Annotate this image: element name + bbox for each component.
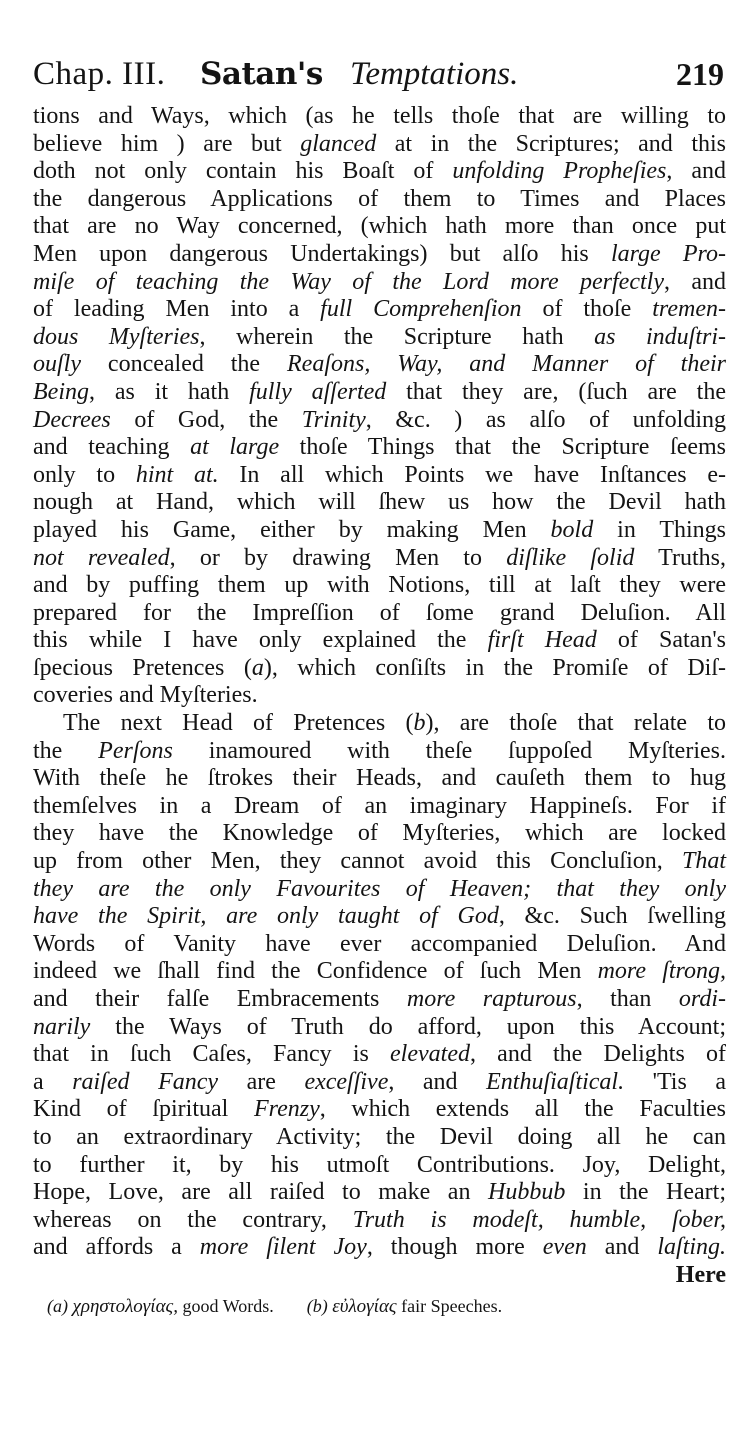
text-line bbox=[33, 820, 726, 848]
italic-text: a bbox=[251, 654, 264, 681]
roman-text: a bbox=[33, 1068, 73, 1095]
roman-text: , though more bbox=[366, 1234, 543, 1261]
roman-text: ſpecious Pretences ( bbox=[33, 654, 252, 681]
text-line bbox=[33, 793, 726, 821]
italic-text: laſting. bbox=[657, 1234, 727, 1261]
roman-text: of Satan's bbox=[596, 627, 726, 654]
text-line bbox=[33, 958, 726, 986]
text-line bbox=[33, 1124, 726, 1152]
text-line bbox=[33, 269, 726, 297]
roman-text: , which extends all the Faculties bbox=[319, 1096, 727, 1123]
text-line bbox=[33, 1152, 726, 1180]
roman-text: and by puffing them up with Notions, till at laſt they were bbox=[33, 572, 726, 599]
catchword bbox=[33, 1262, 726, 1290]
roman-text: the dangerous Applications of them to Times and Places bbox=[33, 185, 726, 212]
roman-text: ), which conſiſts in the Promiſe of Diſ- bbox=[263, 654, 726, 681]
roman-text: thoſe Things that the Scripture ſeems bbox=[279, 434, 727, 461]
roman-text: , and bbox=[663, 268, 726, 295]
roman-text: ), are thoſe that relate to bbox=[425, 710, 727, 737]
italic-text: have the Spirit, are only taught of God bbox=[33, 903, 499, 930]
text-line bbox=[33, 1234, 726, 1262]
text-line bbox=[33, 186, 726, 214]
italic-text: Truth is modeſt, humble, ſober, bbox=[352, 1206, 727, 1233]
italic-text: Reaſons, Way, and Manner of their bbox=[287, 351, 726, 378]
roman-text: In all which Points we have Inſtances e- bbox=[218, 461, 726, 488]
roman-text: With theſe he ſtrokes their Heads, and cauſeth them to hug bbox=[33, 765, 726, 792]
italic-text: Being bbox=[33, 378, 89, 405]
footnote-a-greek: χρηστολογίας, bbox=[72, 1296, 179, 1317]
footnote-b-greek: εὐλογίας bbox=[332, 1296, 397, 1317]
italic-text: as induſtri- bbox=[594, 323, 726, 350]
text-line bbox=[33, 489, 726, 517]
italic-text: glanced bbox=[300, 130, 377, 157]
italic-text: tremen- bbox=[652, 296, 726, 323]
text-line bbox=[33, 738, 726, 766]
text-line bbox=[33, 1096, 726, 1124]
roman-text: to further it, by his utmoſt Contributions. Joy, Delight, bbox=[33, 1151, 726, 1178]
italic-text: more ſilent Joy bbox=[199, 1234, 367, 1261]
roman-text: 'Tis a bbox=[624, 1068, 726, 1095]
body-text bbox=[33, 103, 726, 1290]
text-line bbox=[33, 1014, 726, 1042]
roman-text: , wherein the Scripture hath bbox=[199, 323, 595, 350]
text-line bbox=[33, 351, 726, 379]
roman-text: Hope, Love, are all raiſed to make an bbox=[33, 1179, 489, 1206]
italic-text: bold bbox=[550, 516, 594, 543]
roman-text: themſelves in a Dream of an imaginary Happineſs. For if bbox=[33, 792, 726, 819]
text-line bbox=[33, 600, 726, 628]
roman-text: , and the Delights of bbox=[469, 1041, 726, 1068]
text-line bbox=[33, 1207, 726, 1235]
roman-text: tions and Ways, which (as he tells thoſe that are willing to bbox=[33, 103, 726, 129]
roman-text: in the Heart; bbox=[565, 1179, 726, 1206]
footnote-b-mark: (b) bbox=[306, 1296, 328, 1316]
text-line bbox=[33, 572, 726, 600]
italic-text: at large bbox=[190, 434, 280, 461]
roman-text: coveries and Myſteries. bbox=[33, 682, 258, 709]
roman-text: the bbox=[33, 737, 99, 764]
italic-text: not revealed bbox=[33, 544, 170, 571]
footnote-a-mark: (a) bbox=[47, 1296, 68, 1316]
text-line bbox=[33, 131, 726, 159]
text-line bbox=[33, 1179, 726, 1207]
text-line bbox=[33, 986, 726, 1014]
roman-text: the Ways of Truth do afford, upon this Account; bbox=[90, 1013, 726, 1040]
roman-text: at in the Scriptures; and this bbox=[376, 130, 726, 157]
italic-text: dous Myſteries bbox=[33, 323, 200, 350]
roman-text: , and bbox=[666, 158, 727, 185]
roman-text: doth not only contain his Boaſt of bbox=[33, 158, 453, 185]
text-line bbox=[33, 627, 726, 655]
roman-text: are bbox=[218, 1068, 305, 1095]
roman-text: Words of Vanity have ever accompanied Deluſion. And bbox=[33, 930, 726, 957]
italic-text: raiſed Fancy bbox=[72, 1068, 219, 1095]
text-line bbox=[33, 710, 726, 738]
italic-text: narily bbox=[33, 1013, 91, 1040]
roman-text: that they are, (ſuch are the bbox=[386, 378, 726, 405]
footnote-a-text: good Words. bbox=[182, 1296, 274, 1316]
text-line bbox=[33, 324, 726, 352]
roman-text: prepared for the Impreſſion of ſome grand Deluſion. All bbox=[33, 599, 726, 626]
running-head-title-blackletter: Satan's bbox=[200, 56, 323, 92]
text-line bbox=[33, 876, 726, 904]
text-line bbox=[33, 1069, 726, 1097]
roman-text: Men upon dangerous Undertakings) but alſo his bbox=[33, 240, 611, 267]
italic-text: Perſons bbox=[98, 737, 173, 764]
page-number: 219 bbox=[676, 56, 724, 92]
roman-text: and affords a bbox=[33, 1234, 200, 1261]
text-line bbox=[33, 462, 726, 490]
text-line bbox=[33, 545, 726, 573]
text-line bbox=[33, 931, 726, 959]
text-line bbox=[33, 407, 726, 435]
italic-text: Decrees bbox=[33, 406, 111, 433]
roman-text: played his Game, either by making Men bbox=[33, 516, 551, 543]
italic-text: ordi- bbox=[678, 986, 727, 1012]
roman-text: whereas on the contrary, bbox=[33, 1206, 353, 1233]
italic-text: elevated bbox=[390, 1041, 470, 1068]
roman-text: and bbox=[586, 1234, 658, 1261]
italic-text: b bbox=[413, 710, 426, 737]
italic-text: Trinity bbox=[301, 406, 366, 433]
roman-text: Kind of ſpiritual bbox=[33, 1096, 254, 1123]
text-line bbox=[33, 213, 726, 241]
italic-text: Enthuſiaſtical. bbox=[486, 1068, 625, 1095]
text-line bbox=[33, 848, 726, 876]
italic-text: even bbox=[542, 1234, 587, 1261]
roman-text: they have the Knowledge of Myſteries, which are locked bbox=[33, 820, 726, 847]
italic-text: miſe of teaching the Way of the Lord more perfectly bbox=[33, 268, 664, 295]
roman-text: only to bbox=[33, 461, 136, 488]
running-head-chapter: Chap. III. bbox=[33, 56, 166, 92]
text-line bbox=[33, 682, 726, 710]
roman-text: of thoſe bbox=[521, 296, 653, 323]
roman-text: that in ſuch Caſes, Fancy is bbox=[33, 1041, 391, 1068]
text-line bbox=[33, 434, 726, 462]
roman-text: of God, the bbox=[110, 406, 302, 433]
text-line bbox=[33, 517, 726, 545]
roman-text: concealed the bbox=[81, 351, 287, 378]
text-line bbox=[33, 241, 726, 269]
roman-text: this while I have only explained the bbox=[33, 627, 488, 654]
text-line bbox=[33, 296, 726, 324]
footnotes bbox=[47, 1296, 502, 1318]
italic-text: Frenzy bbox=[253, 1096, 320, 1123]
text-line bbox=[33, 1041, 726, 1069]
roman-text: and teaching bbox=[33, 434, 191, 461]
text-line bbox=[33, 903, 726, 931]
roman-text: inamoured with theſe ſuppoſed Myſteries. bbox=[172, 737, 726, 764]
italic-text: hint at. bbox=[135, 461, 219, 488]
text-line bbox=[33, 158, 726, 186]
italic-text: Hubbub bbox=[488, 1179, 566, 1206]
roman-text: , and bbox=[388, 1068, 487, 1095]
italic-text: full Comprehenſion bbox=[320, 296, 522, 323]
roman-text: believe him ) are but bbox=[33, 130, 301, 157]
running-head-title-italic: Temptations. bbox=[350, 56, 519, 92]
italic-text: more ſtrong, bbox=[597, 958, 727, 985]
roman-text: , &c. ) as alſo of unfolding bbox=[365, 406, 726, 433]
roman-text: , &c. Such ſwelling bbox=[498, 903, 726, 930]
text-line bbox=[33, 103, 726, 131]
roman-text: , as it hath bbox=[88, 378, 250, 405]
roman-text: that are no Way concerned, (which hath more than once put bbox=[33, 213, 726, 240]
italic-text: firſt Head bbox=[487, 627, 597, 654]
roman-text: The next Head of Pretences ( bbox=[63, 710, 414, 737]
italic-text: unfolding Propheſies bbox=[452, 158, 667, 185]
italic-text: diſlike ſolid bbox=[506, 544, 635, 571]
roman-text: nough at Hand, which will ſhew us how the Devil hath bbox=[33, 489, 726, 516]
italic-text: exceſſive bbox=[304, 1068, 389, 1095]
text-line bbox=[33, 379, 726, 407]
italic-text: ouſly bbox=[33, 351, 81, 378]
italic-text: fully aſſerted bbox=[249, 378, 387, 405]
roman-text: up from other Men, they cannot avoid this Concluſion, bbox=[33, 848, 682, 875]
roman-text: and their falſe Embracements bbox=[33, 986, 407, 1012]
roman-text: in Things bbox=[593, 516, 726, 543]
roman-text: Here bbox=[675, 1261, 726, 1288]
roman-text: , than bbox=[576, 986, 679, 1012]
text-line bbox=[33, 765, 726, 793]
roman-text: to an extraordinary Activity; the Devil doing all he can bbox=[33, 1123, 726, 1150]
italic-text: they are the only Favourites of Heaven; that they only bbox=[33, 875, 726, 902]
text-line bbox=[33, 655, 726, 683]
roman-text: , or by drawing Men to bbox=[169, 544, 507, 571]
roman-text: Truths, bbox=[634, 544, 726, 571]
italic-text: That bbox=[681, 848, 726, 875]
italic-text: large Pro- bbox=[610, 240, 726, 267]
roman-text: of leading Men into a bbox=[33, 296, 321, 323]
footnote-b-text: fair Speeches. bbox=[401, 1296, 503, 1316]
roman-text: indeed we ſhall find the Confidence of ſuch Men bbox=[33, 958, 598, 985]
italic-text: more rapturous bbox=[406, 986, 577, 1012]
